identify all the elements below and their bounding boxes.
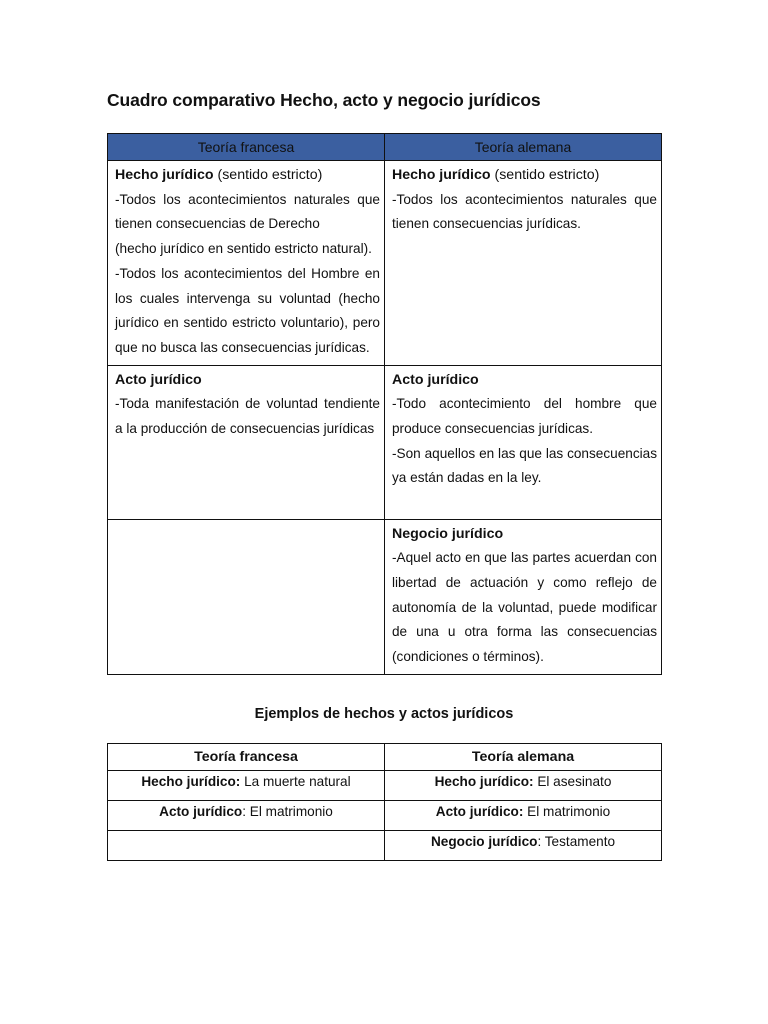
cell-heading: Negocio jurídico	[392, 525, 504, 542]
table-row	[108, 365, 662, 519]
table-row	[108, 161, 662, 366]
cell-heading: Acto jurídico	[392, 371, 479, 388]
cell-paragraph: -Todos los acontecimientos naturales que tienen consecuencias de Derecho	[115, 191, 380, 232]
example-cell: Acto jurídico: El matrimonio	[385, 801, 662, 831]
comparison-table	[107, 133, 662, 675]
comparison-header-row	[108, 134, 662, 161]
example-cell: Negocio jurídico: Testamento	[385, 831, 662, 861]
cell-paragraph: -Son aquellos en las que las consecuencias ya están dadas en la ley.	[392, 445, 657, 486]
examples-header-francesa: Teoría francesa	[108, 744, 385, 771]
cell-alemana-acto	[385, 365, 662, 519]
examples-table	[107, 743, 662, 861]
cell-alemana-hecho	[385, 161, 662, 366]
cell-heading: Hecho jurídico (sentido estricto)	[115, 167, 323, 183]
cell-paragraph: -Todos los acontecimientos del Hombre en los cuales intervenga su voluntad (hecho jurídico en sentido estricto voluntario), pero que no busca las consecuencias jurídicas.	[115, 265, 380, 355]
table-row	[108, 519, 662, 674]
table-row	[108, 831, 662, 861]
examples-header-row	[108, 744, 662, 771]
example-cell	[108, 831, 385, 861]
examples-header-alemana: Teoría alemana	[385, 744, 662, 771]
cell-paragraph: -Todo acontecimiento del hombre que produce consecuencias jurídicas.	[392, 396, 657, 437]
example-cell: Hecho jurídico: El asesinato	[385, 771, 662, 801]
cell-heading: Hecho jurídico (sentido estricto)	[392, 167, 600, 183]
cell-heading: Acto jurídico	[115, 371, 202, 388]
cell-francesa-hecho	[108, 161, 385, 366]
cell-francesa-acto	[108, 365, 385, 519]
header-teoria-francesa: Teoría francesa	[108, 134, 385, 161]
cell-paragraph: -Todos los acontecimientos naturales que tienen consecuencias jurídicas.	[392, 191, 657, 232]
cell-paragraph: -Toda manifestación de voluntad tendiente a la producción de consecuencias jurídicas	[115, 396, 380, 437]
example-cell: Hecho jurídico: La muerte natural	[108, 771, 385, 801]
page-title: Cuadro comparativo Hecho, acto y negocio jurídicos	[107, 90, 541, 110]
examples-title: Ejemplos de hechos y actos jurídicos	[254, 706, 514, 722]
header-teoria-alemana: Teoría alemana	[385, 134, 662, 161]
example-cell: Acto jurídico: El matrimonio	[108, 801, 385, 831]
table-row	[108, 771, 662, 801]
cell-paragraph: -Aquel acto en que las partes acuerdan con libertad de actuación y como reflejo de autonomía de la voluntad, puede modificar de una u otra forma las consecuencias (condiciones o términos).	[392, 550, 657, 665]
cell-alemana-negocio	[385, 519, 662, 674]
cell-paragraph: (hecho jurídico en sentido estricto natural).	[115, 241, 372, 257]
cell-francesa-empty	[108, 519, 385, 674]
table-row	[108, 801, 662, 831]
